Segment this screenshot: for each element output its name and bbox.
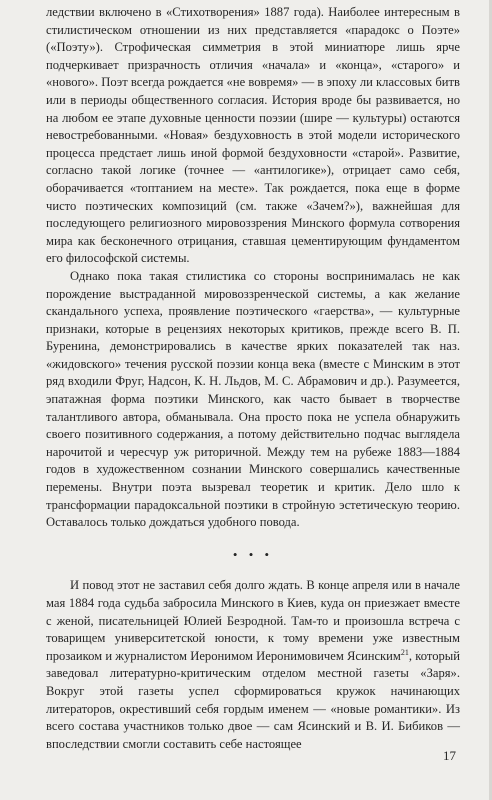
page-number: 17 bbox=[443, 748, 456, 763]
section-separator: • • • bbox=[232, 546, 274, 562]
paragraph-3-part-1: И повод этот не заставил себя долго ждать. В конце апреля или в начале мая 1884 года судьба забросила Минского в Киев, куда он приезжает вместе с женой, писательницей Юлией Безродной. Там-то и произошла встреча с товарищем университетской юности, к тому времени уже известным прозаиком и журналистом Иеронимом Иеронимовичем Ясинским bbox=[46, 578, 460, 663]
paragraph-3-part-2: , который заведовал литературно-критическим отделом местной газеты «Заря». Вокруг этой газеты успел сформироваться кружок начинающих литераторов, окрестивший себя гордым именем — «новые романтики». Из всего состава участников только двое — сам Ясинский и В. И. Бибиков — впоследствии смогли составить себе настоящее bbox=[46, 648, 460, 751]
paragraph-2: Однако пока такая стилистика со стороны воспринималась не как порождение выстраданной мировоззренческой системы, а как желание скандального успеха, проявление поэтического «гаерства», — культурные признаки, которые в рецензиях некоторых критиков, прежде всего В. П. Буренина, демонстрировались в качестве ярких показателей так наз. «жидовского» течения русской поэзии конца века (вместе с Минским в этот ряд входили Фруг, Надсон, К. Н. Льдов, М. С. Абрамович и др.). Разумеется, эпатажная форма поэтики Минского, как часто бывает в творчестве талантливого автора, обманывала. Она просто пока не успела обнаружить своего позитивного содержания, а потому действительно подчас выглядела нарочитой и чересчур уж риторичной. Между тем на рубеже 1883—1884 годов в художественном сознании Минского совершались качественные перемены. Внутри поэта вызревал теоретик и критик. Дело шло к трансформации парадоксальной поэтики в стройную эстетическую теорию. Оставалось только дождаться удобного повода. bbox=[46, 268, 460, 530]
paragraph-3 bbox=[46, 577, 460, 753]
footnote-reference[interactable]: 21 bbox=[400, 647, 409, 657]
body-text bbox=[46, 4, 460, 753]
paragraph-1: ледствии включено в «Стихотворения» 1887 года). Наиболее интересным в стилистическом отношении из них представляется «парадокс о Поэте» («Поэту»). Строфическая симметрия в этой миниатюре лишь ярче подчеркивает призрачность отличия «начала» и «конца», «старого» и «нового». Поэт всегда рождается «не вовремя» — в эпоху ли классовых битв или в периоды общественного согласия. История вроде бы развивается, но на любом ее этапе духовные ценности поэзии (шире — культуры) остаются невостребованными. «Новая» бездуховность в этой модели исторического процесса предстает лишь иной формой бездуховности «старой». Развитие, согласно такой логике (точнее — «антилогике»), отрицает само себя, оборачивается «топтанием на месте». Так рождается, пока еще в форме чисто поэтических композиций (см. также «Зачем?»), важнейшая для последующего религиозного мировоззрения Минского формула сотворения мира как бесконечного отрицания, ставшая цементирующим фундаментом его философской системы. bbox=[46, 5, 460, 266]
